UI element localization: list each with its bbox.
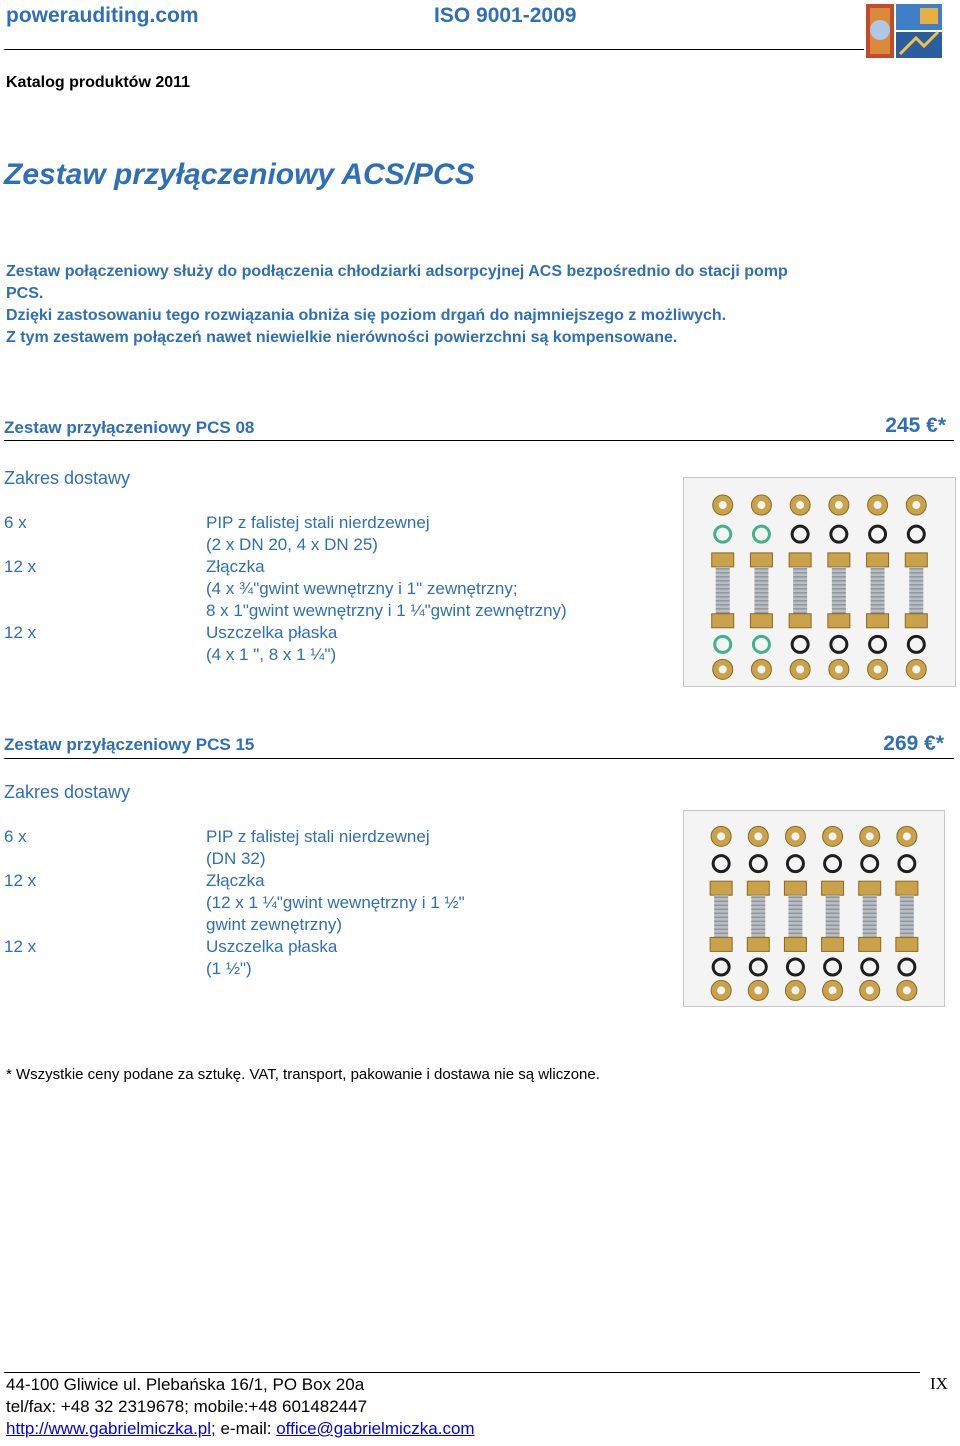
fitting (905, 553, 927, 567)
fitting (710, 937, 732, 951)
fitting (828, 614, 850, 628)
email-label: e-mail: (215, 1419, 277, 1438)
fitting (784, 881, 806, 895)
nut-hole (874, 665, 882, 673)
item-list (4, 826, 465, 980)
nut-hole (717, 832, 725, 840)
nut-hole (719, 665, 727, 673)
footer-address: 44-100 Gliwice ul. Plebańska 16/1, PO Box 20a (6, 1375, 365, 1394)
item-qty: 12 x (4, 557, 37, 576)
nut-hole (874, 501, 882, 509)
nut-hole (791, 986, 799, 994)
site-name: powerauditing.com (6, 4, 199, 27)
item-desc: Uszczelka płaska (206, 937, 338, 956)
product-photo-pcs15 (683, 810, 945, 1007)
email-link[interactable]: office@gabrielmiczka.com (276, 1419, 475, 1438)
item-desc: (2 x DN 20, 4 x DN 25) (206, 535, 378, 554)
catalog-label: Katalog produktów 2011 (6, 74, 191, 91)
item-list (4, 512, 567, 666)
fitting (712, 553, 734, 567)
nut-hole (912, 501, 920, 509)
fitting (822, 881, 844, 895)
item-desc: gwint zewnętrzny) (206, 915, 343, 934)
item-qty: 6 x (4, 513, 27, 532)
item-qty: 12 x (4, 871, 37, 890)
item-desc: PIP z falistej stali nierdzewnej (206, 827, 430, 846)
item-desc: Złączka (206, 871, 265, 890)
product-photo-pcs08 (683, 477, 956, 687)
website-link[interactable]: http://www.gabrielmiczka.pl; (6, 1419, 216, 1438)
fitting (789, 553, 811, 567)
company-logo-icon (864, 2, 944, 60)
nut-hole (757, 501, 765, 509)
item-desc: (4 x 1 ", 8 x 1 ¼") (206, 645, 337, 664)
section-divider (4, 758, 954, 759)
corrugated-hose (909, 567, 923, 614)
item-qty: 6 x (4, 827, 27, 846)
nut-hole (829, 832, 837, 840)
item-qty: 12 x (4, 937, 37, 956)
nut-hole (796, 501, 804, 509)
intro-line: Z tym zestawem połączeń nawet niewielkie nierówności powierzchni są kompensowane. (6, 329, 678, 346)
item-qty: 12 x (4, 623, 37, 642)
nut-hole (835, 665, 843, 673)
footer-contact (6, 1374, 475, 1440)
fitting (789, 614, 811, 628)
nut-hole (754, 832, 762, 840)
list-item (4, 826, 465, 870)
nut-hole (717, 986, 725, 994)
section-divider (4, 440, 954, 441)
corrugated-hose (716, 567, 730, 614)
nut-hole (754, 986, 762, 994)
item-desc: (4 x ¾"gwint wewnętrzny i 1" zewnętrzny; (206, 579, 518, 598)
nut-hole (912, 665, 920, 673)
fitting (712, 614, 734, 628)
nut-hole (866, 832, 874, 840)
header-divider (4, 49, 864, 50)
footer-phone: tel/fax: +48 32 2319678; mobile:+48 601482447 (6, 1397, 368, 1416)
nut-hole (719, 501, 727, 509)
fitting (867, 553, 889, 567)
fitting (750, 614, 772, 628)
corrugated-hose (832, 567, 846, 614)
product-price: 269 €* (883, 732, 944, 755)
item-desc: PIP z falistej stali nierdzewnej (206, 513, 430, 532)
fitting (896, 881, 918, 895)
list-item (4, 622, 567, 666)
page-title: Zestaw przyłączeniowy ACS/PCS (4, 158, 475, 191)
fitting (828, 553, 850, 567)
list-item (4, 556, 567, 622)
nut-hole (866, 986, 874, 994)
item-desc: (1 ½") (206, 959, 252, 978)
fitting (747, 881, 769, 895)
nut-hole (835, 501, 843, 509)
list-item (4, 936, 465, 980)
fitting (867, 614, 889, 628)
price-footnote: * Wszystkie ceny podane za sztukę. VAT, transport, pakowanie i dostawa nie są wliczone. (6, 1066, 600, 1083)
item-desc: 8 x 1"gwint wewnętrzny i 1 ¼"gwint zewnętrzny) (206, 601, 567, 620)
item-desc: Złączka (206, 557, 265, 576)
scope-label: Zakres dostawy (4, 782, 131, 802)
item-desc: Uszczelka płaska (206, 623, 338, 642)
corrugated-hose (871, 567, 885, 614)
fitting (784, 937, 806, 951)
nut-hole (903, 986, 911, 994)
product-name: Zestaw przyłączeniowy PCS 08 (4, 418, 255, 437)
fitting (896, 937, 918, 951)
intro-line: PCS. (6, 285, 44, 302)
list-item (4, 870, 465, 936)
corrugated-hose (754, 567, 768, 614)
intro-line: Zestaw połączeniowy służy do podłączenia chłodziarki adsorpcyjnej ACS bezpośrednio do stacji pomp (6, 263, 788, 280)
item-desc: (12 x 1 ¼"gwint wewnętrzny i 1 ½" (206, 893, 465, 912)
footer-divider (4, 1372, 920, 1373)
fitting (859, 937, 881, 951)
fitting (859, 881, 881, 895)
item-desc: (DN 32) (206, 849, 266, 868)
fitting (905, 614, 927, 628)
iso-label: ISO 9001-2009 (434, 4, 577, 27)
scope-label: Zakres dostawy (4, 468, 131, 488)
product-price: 245 €* (885, 414, 946, 437)
nut-hole (903, 832, 911, 840)
intro-text (6, 261, 946, 349)
corrugated-hose (793, 567, 807, 614)
nut-hole (757, 665, 765, 673)
nut-hole (829, 986, 837, 994)
intro-line: Dzięki zastosowaniu tego rozwiązania obniża się poziom drgań do najmniejszego z możliwych. (6, 307, 727, 324)
fitting (750, 553, 772, 567)
product-name: Zestaw przyłączeniowy PCS 15 (4, 735, 255, 754)
fitting (747, 937, 769, 951)
nut-hole (796, 665, 804, 673)
list-item (4, 512, 567, 556)
nut-hole (791, 832, 799, 840)
footer-links (6, 1418, 475, 1440)
page-number: IX (930, 1374, 948, 1393)
fitting (710, 881, 732, 895)
fitting (822, 937, 844, 951)
